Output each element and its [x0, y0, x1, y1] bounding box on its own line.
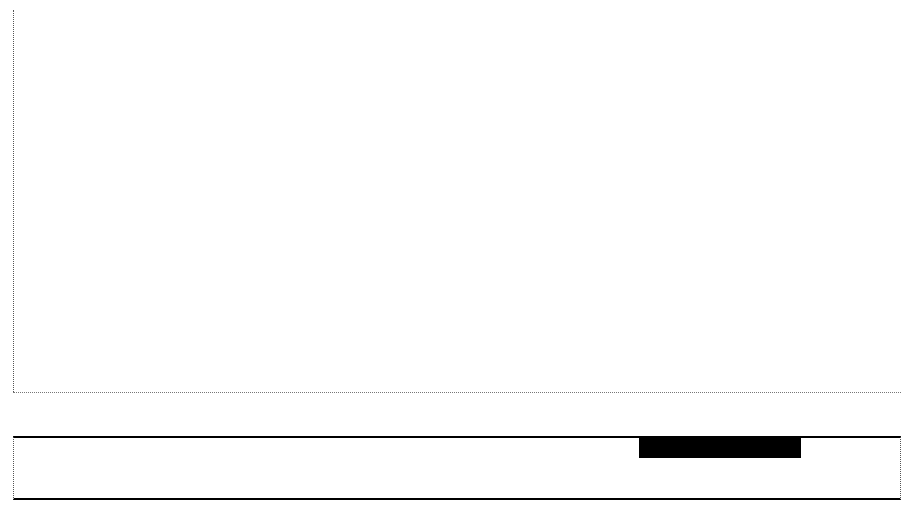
black-bar	[639, 438, 801, 458]
left-border	[13, 10, 14, 392]
column-header	[13, 436, 901, 500]
table-end-line	[13, 392, 901, 393]
